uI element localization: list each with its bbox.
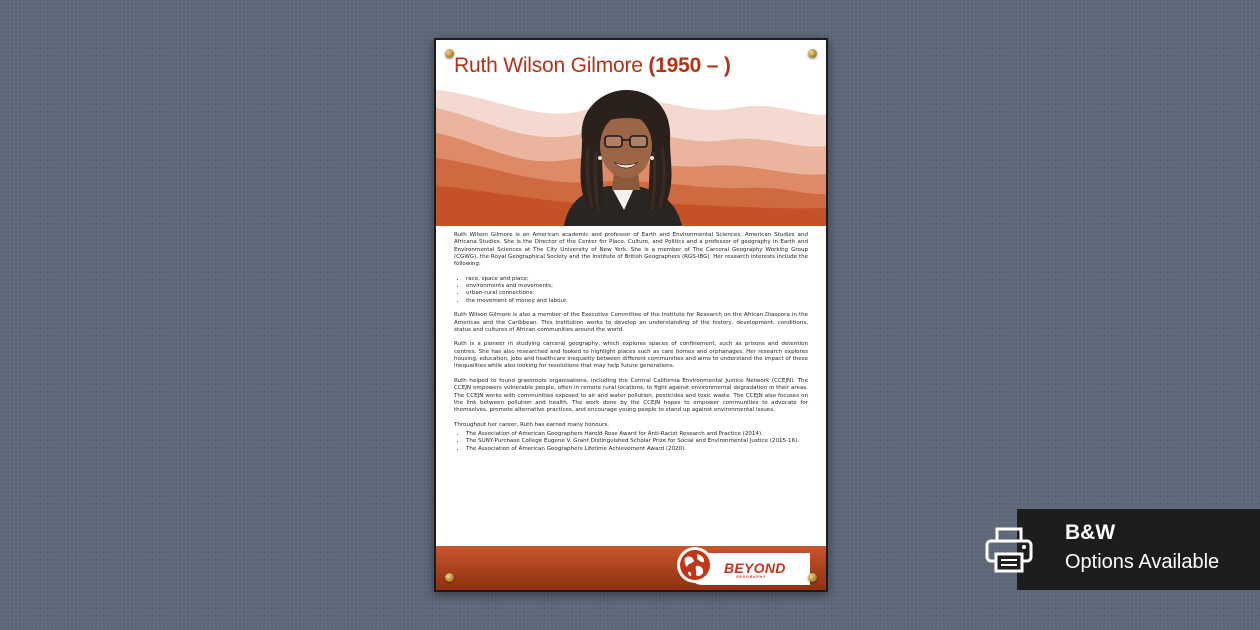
bw-subtitle: Options Available: [1065, 551, 1220, 573]
bw-options-badge: [1017, 509, 1260, 590]
honour-item: • The SUNY-Purchase College Eugene V. Grant Distinguished Scholar Prize for Social and Environmental Justice (2015-16).: [466, 438, 808, 445]
honour-item: • The Association of American Geographers Lifetime Achievement Award (2020).: [466, 446, 808, 453]
globe-icon: [676, 546, 714, 584]
bio-paragraph-3: Ruth is a pioneer in studying carceral geography, which explores spaces of confinement, such as prisons and detention centres. She has also researched and looked to highlight places such as care homes and orphanages. Her research explores housing, education, jobs and healthcare inequality between different communities and aims to understand the impact of these inequalities while also looking for resolutions that may help future generations.: [454, 341, 808, 370]
brand-subtitle: GEOGRAPHY: [736, 575, 766, 579]
interest-item: • urban-rural connections;: [466, 290, 808, 297]
pin-bottom-right: [808, 573, 817, 582]
title-dates: (1950 – ): [648, 54, 731, 77]
bio-paragraph-4: Ruth helped to found grassroots organisations, including the Central California Environmental Justice Network (CCEJN). The CCEJN empowers vulnerable people, often in remote rural locations, to fight against environmental degradation in their areas. The CCEJN works with communities exposed to air and water pollution, pesticides and toxic waste. The CCEJN also focuses on the link between pollution and health. The work done by the CCEJN hopes to empower communities to advocate for themselves, promote alternative practices, and encourage young people to stand up against environmental issues.: [454, 377, 808, 414]
honours-list: [454, 431, 808, 453]
brand-logo: [688, 553, 810, 585]
bio-paragraph-2: Ruth Wilson Gilmore is also a member of the Executive Committee of the Institute for Research on the African Diaspora in the Americas and the Caribbean. This institution works to develop an understanding of the history, development, conditions, status and cultures of African communities around the world.: [454, 312, 808, 333]
portrait-illustration: [436, 88, 826, 226]
honour-item: • The Association of American Geographers Harold Rose Award for Anti-Racist Research and Practice (2014).: [466, 431, 808, 438]
biography-text: [454, 232, 808, 460]
interest-item: • environments and movements;: [466, 283, 808, 290]
portrait-banner: [436, 88, 826, 226]
bw-title: B&W: [1065, 521, 1116, 544]
printer-icon: [985, 527, 1033, 573]
poster-footer: [436, 546, 826, 590]
pin-bottom-left: [445, 573, 454, 582]
interests-list: [454, 276, 808, 305]
fact-poster: [434, 38, 828, 592]
title-name: Ruth Wilson Gilmore: [454, 54, 643, 77]
bio-paragraph-1: Ruth Wilson Gilmore is an American academic and professor of Earth and Environmental Sciences, American Studies and Africana Studies. She is the Director of the Center for Place, Culture, and Politics and a professor of geography in Earth and Environmental Sciences at The City University of New York. She is a member of The Carceral Geography Working Group (CGWG), the Royal Geographical Society and the Institute of British Geographers (RGS-IBG). Her research interests include the following:: [454, 232, 808, 268]
pin-top-right: [808, 49, 817, 58]
pin-top-left: [445, 49, 454, 58]
interest-item: • race, space and place;: [466, 276, 808, 283]
poster-title: [454, 54, 731, 78]
bio-paragraph-5: Throughout her career, Ruth has earned many honours.: [454, 421, 610, 428]
brand-name: BEYOND: [724, 560, 786, 576]
interest-item: • the movement of money and labour.: [466, 298, 808, 305]
